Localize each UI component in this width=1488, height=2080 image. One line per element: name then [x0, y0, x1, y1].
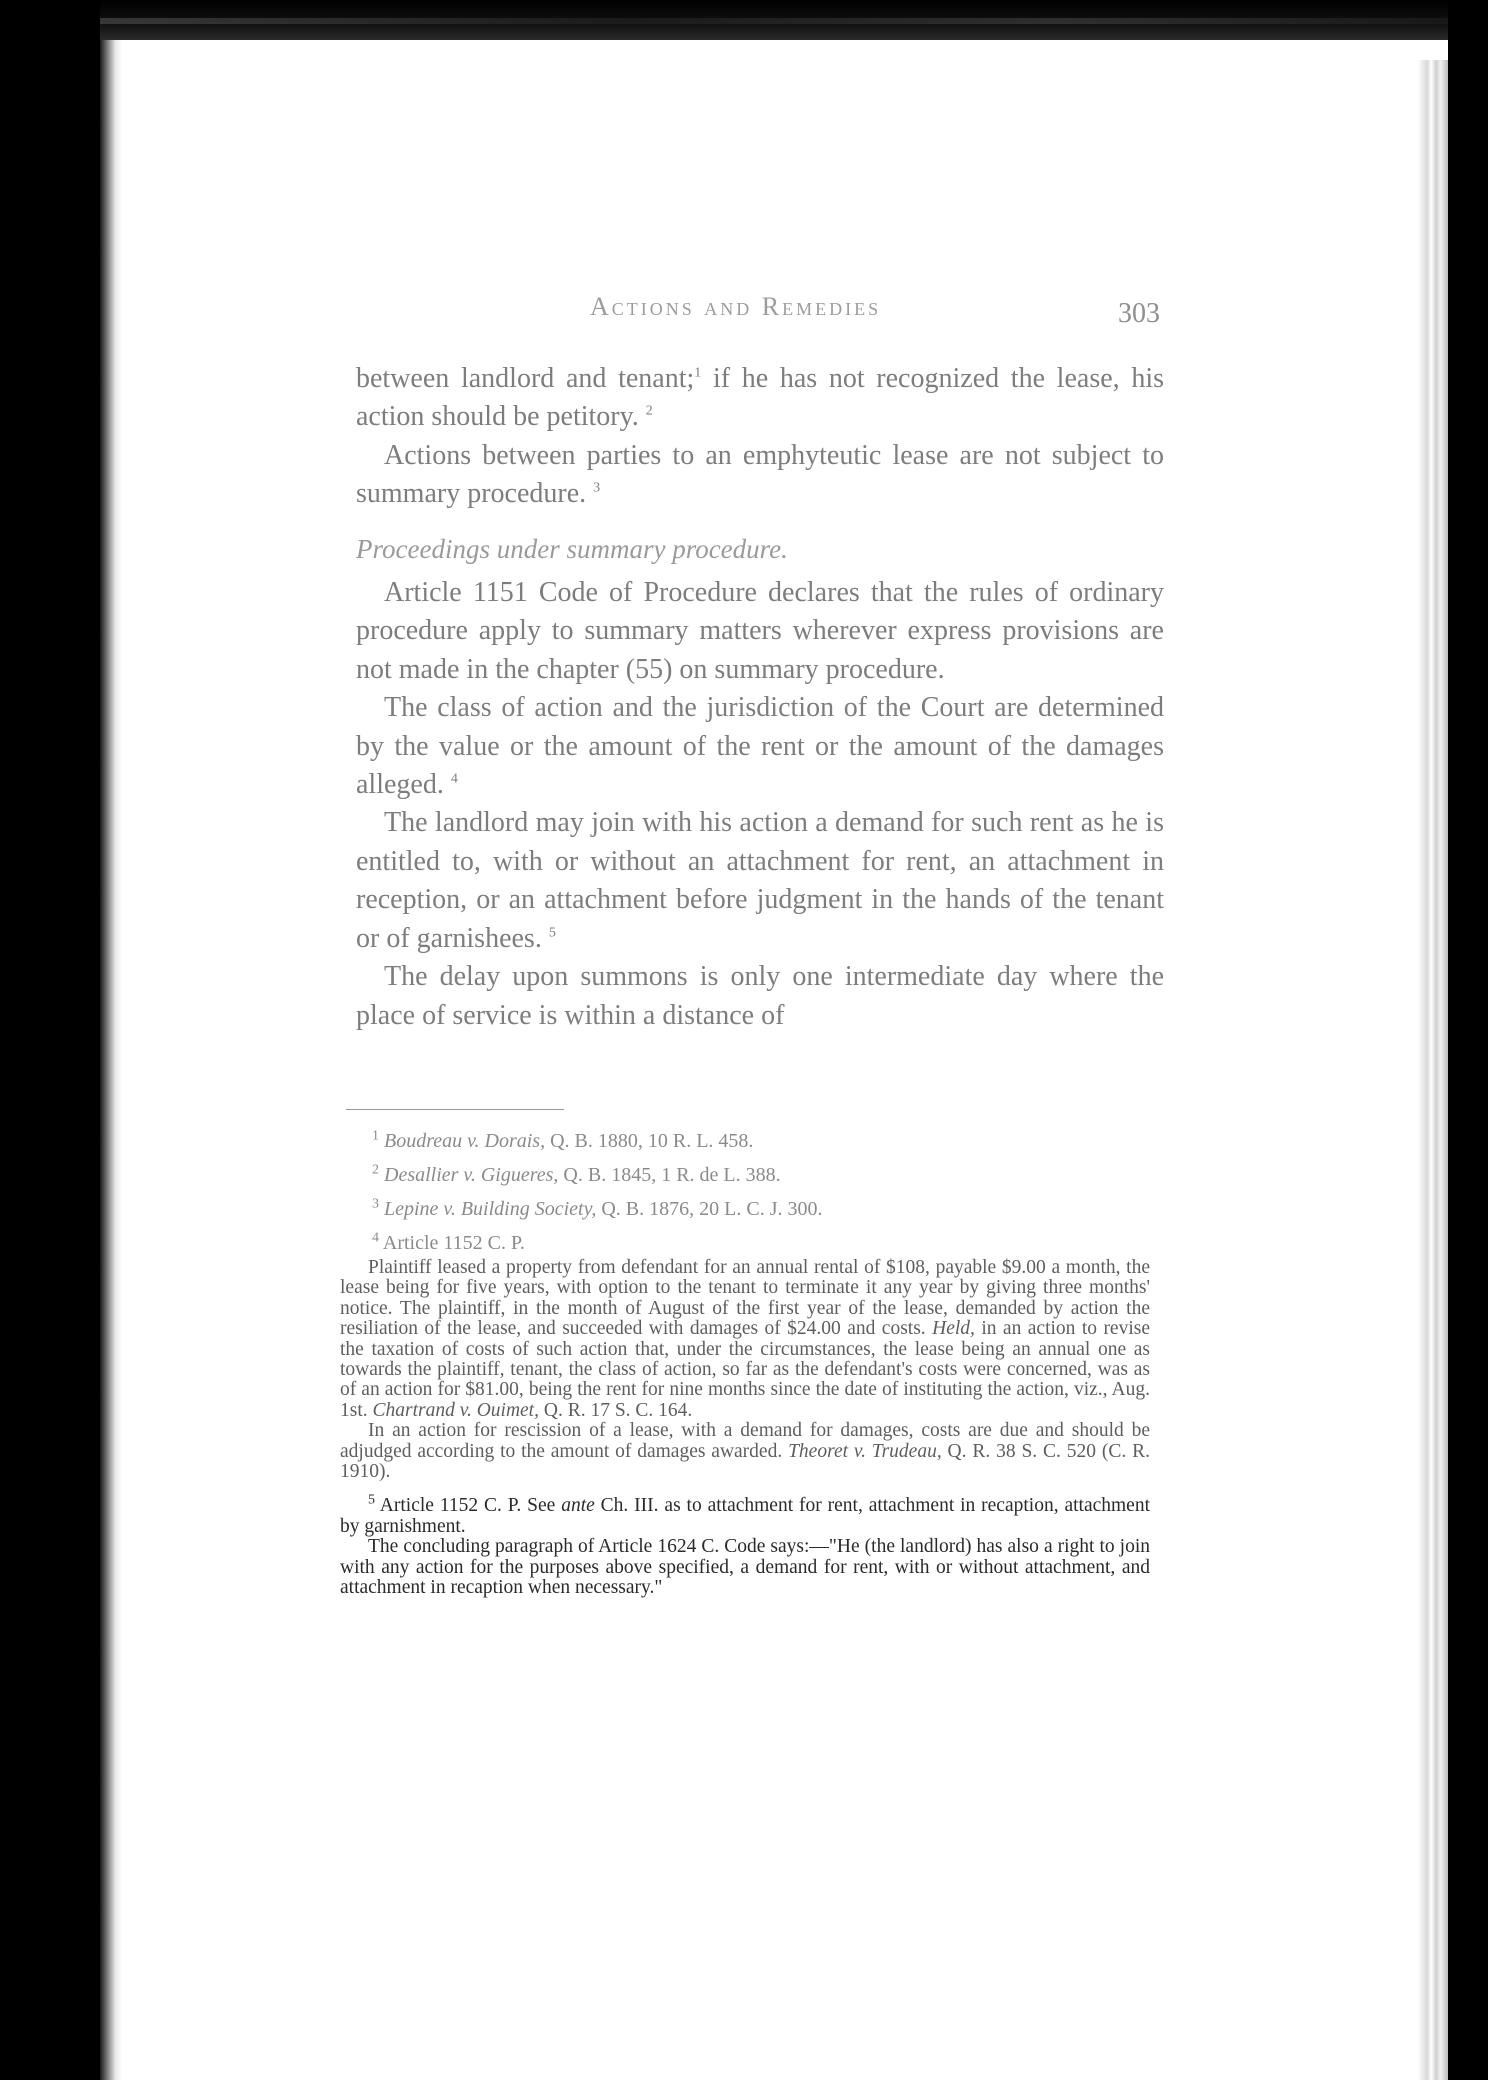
footnote-1: $^1$ Boudreau v. Dorais, Q. B. 1880, 10 R. L. 458. [372, 1128, 754, 1152]
page-gutter-shadow [100, 40, 122, 2080]
footnote-ref-1: 1 [694, 365, 702, 381]
paragraph-6: The delay upon summons is only one intermediate day where the place of service is within a distance of [356, 961, 1164, 1031]
scan-border-top-edge [60, 18, 1488, 24]
page-number: 303 [1118, 298, 1160, 329]
body-text [356, 360, 1164, 1035]
footnote-ref-2: 2 [645, 404, 653, 420]
page-stack-edge [1418, 60, 1448, 2080]
paragraph-4: The class of action and the jurisdiction of the Court are determined by the value or the amount of the rent or the amount of the damages alleged. $^4$ [356, 692, 1164, 801]
running-head: Actions and Remedies [590, 292, 882, 321]
section-subhead: Proceedings under summary procedure. [356, 533, 788, 564]
scan-border-left [0, 0, 100, 2080]
book-page [122, 40, 1418, 2080]
footnote-4-paragraph-2: In an action for rescission of a lease, with a demand for damages, costs are due and should be adjudged according to the amount of damages awarded. Theoret v. Trudeau, Q. R. 38 S. C. 520 (C. R. 1910). [340, 1420, 1150, 1483]
footnote-ref-4: 4 [450, 771, 458, 787]
footnote-3: $^3$ Lepine v. Building Society, Q. B. 1876, 20 L. C. J. 300. [372, 1196, 823, 1220]
paragraph-3: Article 1151 Code of Procedure declares that the rules of ordinary procedure apply to summary matters wherever express provisions are not made in the chapter (55) on summary procedure. [356, 577, 1164, 685]
paragraph-2: Actions between parties to an emphyteutic lease are not subject to summary procedure. $^3$ [356, 439, 1164, 510]
paragraph-1: between landlord and tenant;$^1$ if he has not recognized the lease, his action should be petitory. $^2$ [356, 363, 1164, 433]
footnote-rule [346, 1109, 564, 1110]
footnote-4-paragraph-1: Plaintiff leased a property from defendant for an annual rental of $108, payable $9.00 a month, the lease being for five years, with option to the tenant to terminate it any year by giving three months' notice. The plaintiff, in the month of August of the first year of the lease, demanded by action the resiliation of the lease, and succeeded with damages of $24.00 and costs. Held, in an action to revise the taxation of costs of such action that, under the circumstances, the lease being an annual one as towards the plaintiff, tenant, the class of action, so far as the defendant's costs were concerned, was as of an action for $81.00, being the rent for nine months since the date of instituting the action, viz., Aug. 1st. Chartrand v. Ouimet, Q. R. 17 S. C. 164. [340, 1257, 1151, 1421]
scan-border-right [1448, 0, 1488, 2080]
footnote-4: $^4$ Article 1152 C. P. [372, 1230, 525, 1254]
footnote-ref-5: 5 [548, 925, 556, 941]
footnote-5-paragraph-2: The concluding paragraph of Article 1624 C. Code says:—"He (the landlord) has also a right to join with any action for the purposes above specified, a demand for rent, with or without attachment, and attachment in recaption when necessary." [340, 1536, 1150, 1599]
footnote-5: $^5$ Article 1152 C. P. See ante Ch. III. as to attachment for rent, attachment in recaption, attachment by garnishment. [340, 1492, 1150, 1537]
footnote-ref-3: 3 [593, 480, 601, 496]
paragraph-5: The landlord may join with his action a demand for such rent as he is entitled to, with or without an attachment for rent, an attachment in reception, or an attachment before judgment in the hands of the tenant or of garnishees. $^5$ [356, 807, 1164, 954]
footnotes [340, 1128, 1150, 1599]
footnote-2: $^2$ Desallier v. Gigueres, Q. B. 1845, 1 R. de L. 388. [372, 1162, 781, 1186]
